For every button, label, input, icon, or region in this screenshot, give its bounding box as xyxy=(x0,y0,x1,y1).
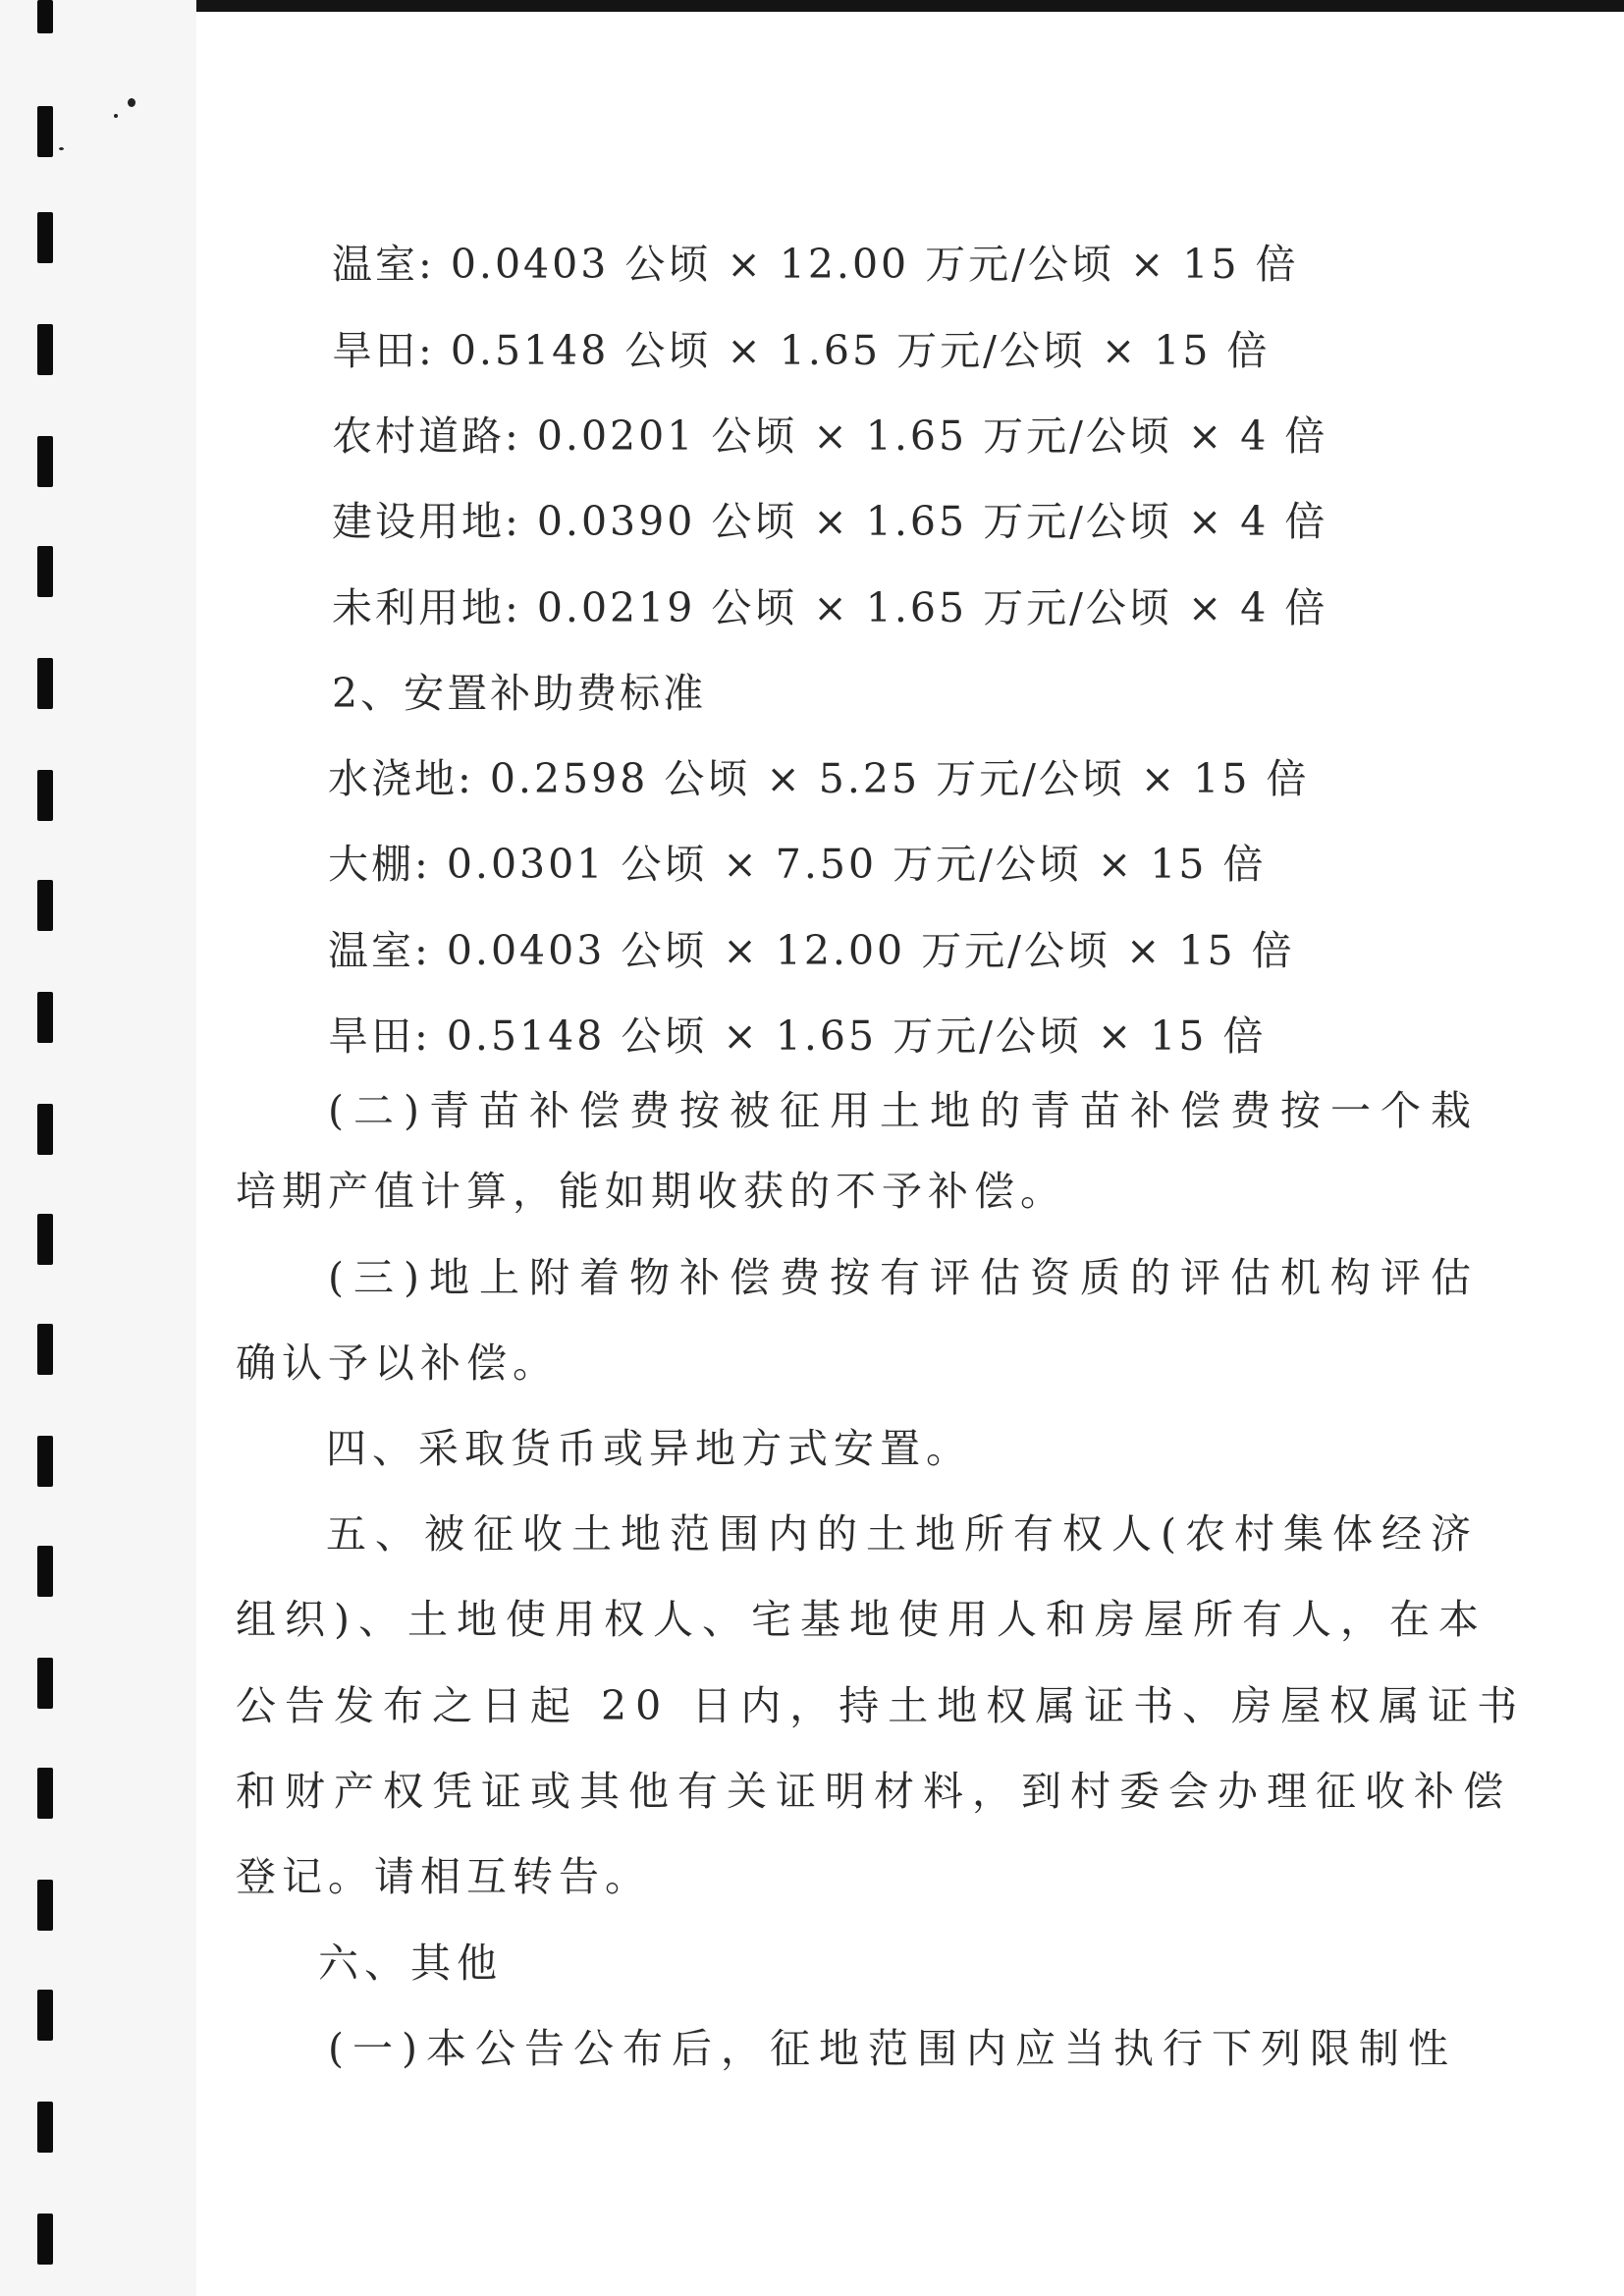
paragraph-line: 五、被征收土地范围内的土地所有权人(农村集体经济 xyxy=(326,1510,1480,1558)
paragraph-line: 确认予以补偿。 xyxy=(236,1339,559,1387)
paragraph-line: 培期产值计算，能如期收获的不予补偿。 xyxy=(236,1168,1066,1215)
text-line: 旱田: 0.5148 公顷 × 1.65 万元/公顷 × 15 倍 xyxy=(328,1012,1267,1060)
text-line: 农村道路: 0.0201 公顷 × 1.65 万元/公顷 × 4 倍 xyxy=(332,412,1328,460)
paragraph-line: (二)青苗补偿费按被征用土地的青苗补偿费按一个栽 xyxy=(328,1087,1481,1134)
text-line: 水浇地: 0.2598 公顷 × 5.25 万元/公顷 × 15 倍 xyxy=(328,755,1310,802)
paragraph-line: (三)地上附着物补偿费按有评估资质的评估机构评估 xyxy=(328,1254,1481,1301)
section-heading: 2、安置补助费标准 xyxy=(332,670,707,717)
text-line: 温室: 0.0403 公顷 × 12.00 万元/公顷 × 15 倍 xyxy=(328,927,1295,974)
paragraph-line: 登记。请相互转告。 xyxy=(236,1853,651,1900)
section-heading: 四、采取货币或异地方式安置。 xyxy=(326,1425,972,1472)
text-line: 大棚: 0.0301 公顷 × 7.50 万元/公顷 × 15 倍 xyxy=(328,841,1267,888)
text-line: 建设用地: 0.0390 公顷 × 1.65 万元/公顷 × 4 倍 xyxy=(332,498,1328,545)
text-line: 旱田: 0.5148 公顷 × 1.65 万元/公顷 × 15 倍 xyxy=(332,327,1271,374)
text-line: 温室: 0.0403 公顷 × 12.00 万元/公顷 × 15 倍 xyxy=(332,241,1299,288)
paragraph-line: 公告发布之日起 20 日内，持土地权属证书、房屋权属证书 xyxy=(236,1682,1527,1729)
paragraph-line: 和财产权凭证或其他有关证明材料，到村委会办理征收补偿 xyxy=(236,1768,1512,1815)
paragraph-line: 组织)、土地使用权人、宅基地使用人和房屋所有人，在本 xyxy=(236,1596,1488,1643)
paragraph-line: (一)本公告公布后，征地范围内应当执行下列限制性 xyxy=(328,2025,1457,2072)
text-line: 未利用地: 0.0219 公顷 × 1.65 万元/公顷 × 4 倍 xyxy=(332,584,1328,631)
section-heading: 六、其他 xyxy=(318,1940,503,1987)
